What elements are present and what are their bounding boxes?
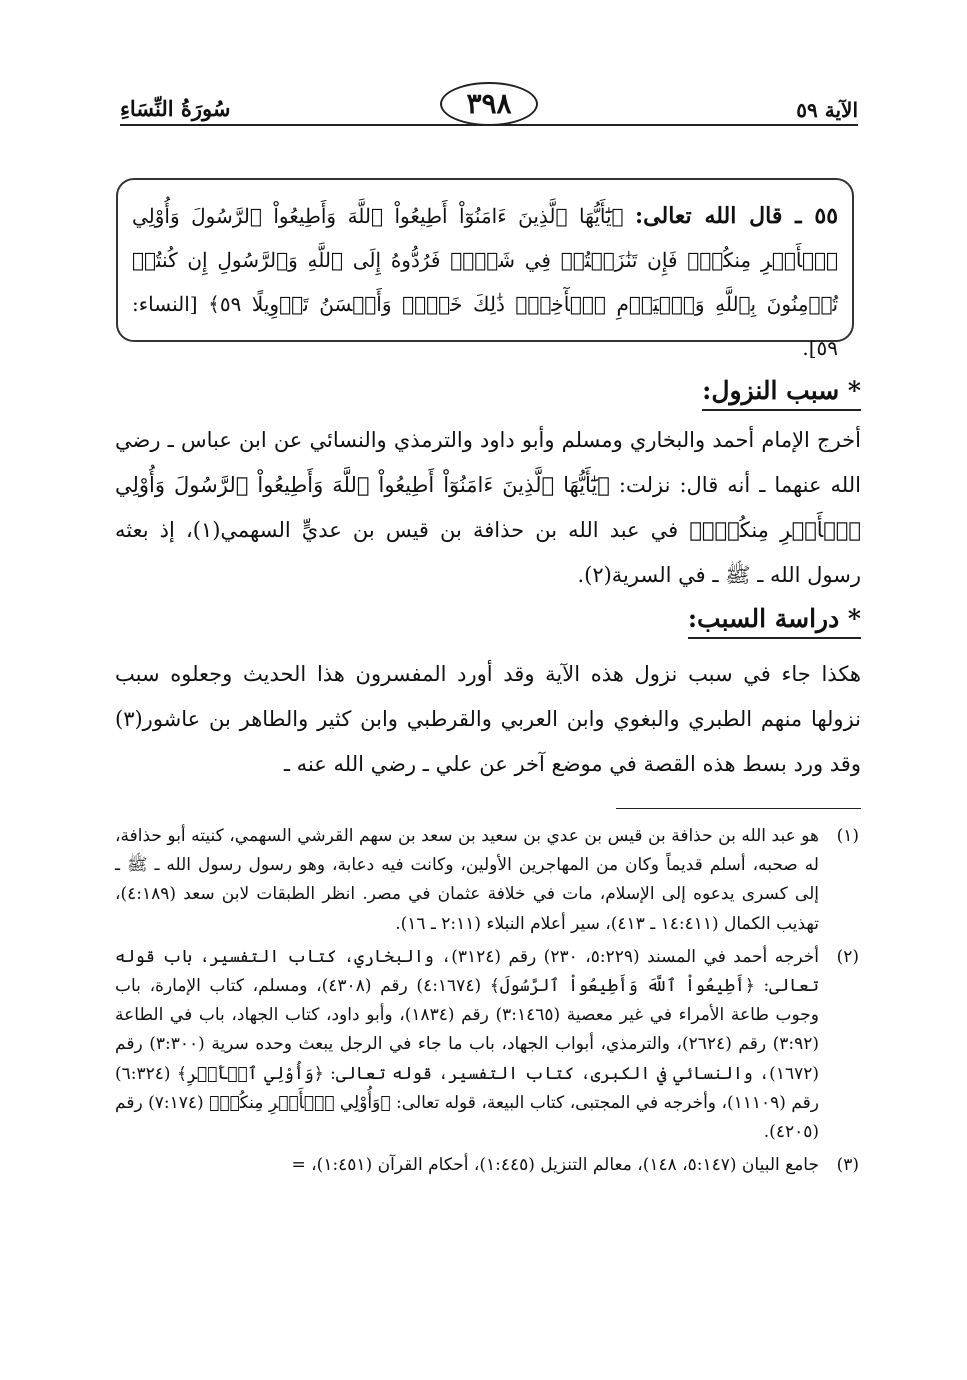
page-header — [120, 87, 858, 126]
surah-name: سُورَةُ النِّسَاءِ — [120, 96, 231, 121]
verse-lead: ٥٥ ـ قال الله تعالى: — [635, 203, 839, 229]
footnote — [115, 1151, 859, 1180]
section-heading-occasion-text: * سبب النزول: — [702, 376, 861, 405]
footnote-number: (٢) — [836, 946, 859, 967]
footnote-separator — [616, 808, 861, 809]
footnote-text: جامع البيان (٥:١٤٧، ١٤٨)، معالم التنزيل (١:٤٤٥)، أحكام القرآن (١:٤٥١)، = — [291, 1155, 819, 1176]
study-paragraph: هكذا جاء في سبب نزول هذه الآية وقد أورد المفسرون هذا الحديث وجعلوه سبب نزولها منهم الطبري والبغوي وابن العربي والقرطبي وابن كثير والطاهر بن عاشور(٣) وقد ورد بسط هذه القصة في موضع آخر عن علي ـ رضي الله عنه ـ — [115, 662, 861, 776]
page-number: ٣٩٨ — [440, 82, 538, 126]
footnote — [115, 943, 859, 1147]
occasion-paragraph: أخرج الإمام أحمد والبخاري ومسلم وأبو داود والترمذي والنسائي عن ابن عباس ـ رضي الله عنهما ـ أنه قال: نزلت: ﴿يَٰٓأَيُّهَا ٱلَّذِينَ ءَامَنُوٓاْ أَطِيعُواْ ٱللَّهَ وَأَطِيعُواْ ٱلرَّسُولَ وَأُوْلِي ٱلۡأَمۡرِ مِنكُمۡۖ﴾ في عبد الله بن حذافة بن قيس بن عديٍّ السهمي(١)، إذ بعثه رسول الله ـ ﷺ ـ في السرية(٢). — [115, 428, 861, 587]
heading-underline — [688, 637, 861, 639]
section-heading-occasion — [702, 376, 861, 411]
footnote-text: أخرجه أحمد في المسند (٥:٢٢٩، ٢٣٠) رقم (٣١٢٤)، والبخاري، كتاب التفسير، باب قوله تعالى: ﴿أَطِيعُواْ ٱللَّهَ وَأَطِيعُواْ ٱلرَّسُولَ﴾ (٤:١٦٧٤) رقم (٤٣٠٨)، ومسلم، كتاب الإمارة، باب وجوب طاعة الأمراء في غير معصية (٣:١٤٦٥) رقم (١٨٣٤)، وأبو داود، كتاب الجهاد، باب في الطاعة (٣:٩٢) رقم (٢٦٢٤)، والترمذي، أبواب الجهاد، باب ما جاء في الرجل يبعث وحده سرية (٣:٣٠٠) رقم (١٦٧٢)، والنسائي في الكبرى، كتاب التفسير، قوله تعالى: ﴿وَأُوْلِي ٱلۡأَمۡرِ﴾ (٦:٣٢٤) رقم (١١١٠٩)، وأخرجه في المجتبى، كتاب البيعة، قوله تعالى: ﴿وَأُوْلِي ٱلۡأَمۡرِ مِنكُمۡ﴾ (٧:١٧٤) رقم (٤٢٠٥). — [115, 946, 820, 1143]
footnote-text: هو عبد الله بن حذافة بن قيس بن عدي بن سعيد بن سعد بن سهم القرشي السهمي، كنيته أبو حذافة، له صحبه، أسلم قديماً وكان من المهاجرين الأولين، وكانت فيه دعابة، وهو رسول رسول الله ـ ﷺ ـ إلى كسرى يدعوه إلى الإسلام، مات في خلافة عثمان في مصر. انظر الطبقات لابن سعد (٤:١٨٩)، تهذيب الكمال (١٤:٤١١ ـ ٤١٣)، سير أعلام النبلاء (٢:١١ ـ ١٦). — [115, 826, 819, 934]
section-heading-study-text: * دراسة السبب: — [687, 604, 861, 633]
footnotes — [115, 822, 859, 1184]
section-heading-study — [688, 604, 861, 639]
heading-underline — [702, 409, 861, 411]
verse-box — [116, 178, 854, 360]
footnote-number: (١) — [836, 826, 859, 846]
verse-citation: [النساء: ٥٩]. — [132, 292, 838, 360]
verse-reference: الآية ٥٩ — [796, 98, 858, 122]
verse-text: ﴿يَٰٓأَيُّهَا ٱلَّذِينَ ءَامَنُوٓاْ أَطِيعُواْ ٱللَّهَ وَأَطِيعُواْ ٱلرَّسُولَ وَأُوْلِي ٱلۡأَمۡرِ مِنكُمۡۖ فَإِن تَنَٰزَعۡتُمۡ فِي شَيۡءٖ فَرُدُّوهُ إِلَى ٱللَّهِ وَٱلرَّسُولِ إِن كُنتُمۡ تُؤۡمِنُونَ بِٱللَّهِ وَٱلۡيَوۡمِ ٱلۡأٓخِرِۚ ذَٰلِكَ خَيۡرٞ وَأَحۡسَنُ تَأۡوِيلًا ٥٩﴾ — [132, 204, 839, 316]
header-rule — [120, 124, 858, 126]
footnote — [115, 822, 859, 939]
footnote-number: (٣) — [836, 1155, 859, 1176]
